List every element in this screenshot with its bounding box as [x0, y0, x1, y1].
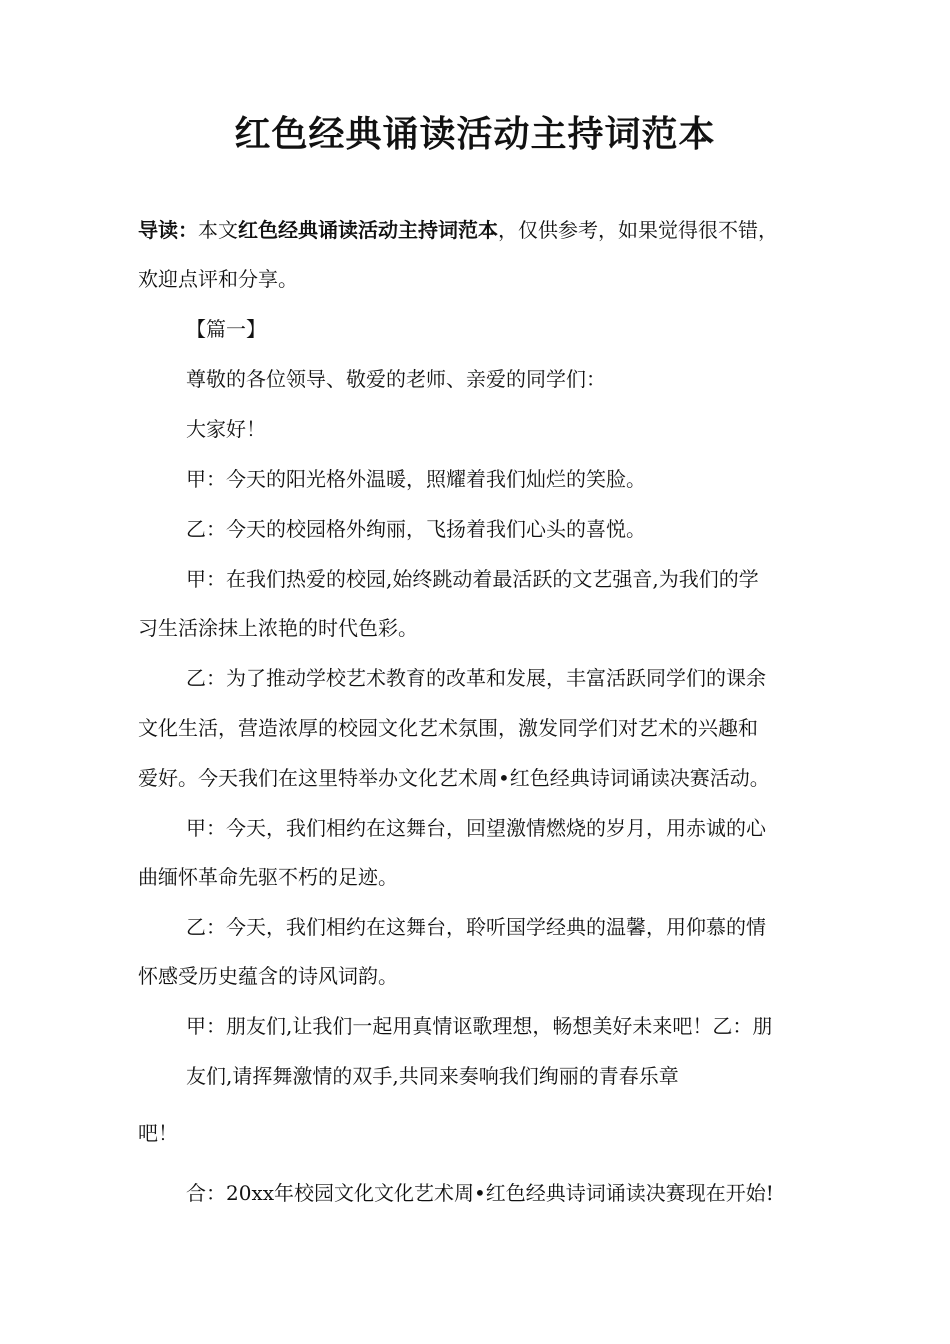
paragraph-line: 乙：为了推动学校艺术教育的改革和发展，丰富活跃同学们的课余 [186, 666, 766, 690]
paragraph-line: 怀感受历史蕴含的诗风词韵。 [138, 964, 398, 988]
paragraph-line: 曲缅怀革命先驱不朽的足迹。 [138, 865, 398, 889]
paragraph-line: 乙：今天，我们相约在这舞台，聆听国学经典的温馨，用仰慕的情 [186, 915, 766, 939]
paragraph-line: 吧！ [138, 1121, 178, 1145]
intro-post: ，仅供参考，如果觉得很不错， [498, 218, 778, 242]
paragraph-line: 甲：朋友们,让我们一起用真情讴歌理想，畅想美好未来吧！乙：朋 [186, 1014, 773, 1038]
paragraph-line: 甲：今天的阳光格外温暖，照耀着我们灿烂的笑脸。 [186, 467, 646, 491]
paragraph-line: 甲：今天，我们相约在这舞台，回望激情燃烧的岁月，用赤诚的心 [186, 816, 766, 840]
intro-bold-title: 红色经典诵读活动主持词范本 [238, 218, 498, 242]
paragraph-line: 尊敬的各位领导、敬爱的老师、亲爱的同学们： [186, 367, 606, 391]
document-title: 红色经典诵读活动主持词范本 [234, 114, 716, 155]
paragraph-line: 爱好。今天我们在这里特举办文化艺术周•红色经典诗词诵读决赛活动。 [138, 766, 770, 790]
paragraph-line: 友们,请挥舞激情的双手,共同来奏响我们绚丽的青春乐章 [186, 1064, 679, 1088]
paragraph-line: 大家好！ [186, 417, 266, 441]
paragraph-line: 甲：在我们热爱的校园,始终跳动着最活跃的文艺强音,为我们的学 [186, 567, 759, 591]
paragraph-line: 文化生活，营造浓厚的校园文化艺术氛围，激发同学们对艺术的兴趣和 [138, 716, 758, 740]
paragraph-line: 习生活涂抹上浓艳的时代色彩。 [138, 616, 418, 640]
paragraph-line: 合：20xx年校园文化文化艺术周•红色经典诗词诵读决赛现在开始! [186, 1181, 774, 1205]
intro-line-2: 欢迎点评和分享。 [138, 267, 298, 291]
paragraph-line: 乙：今天的校园格外绚丽，飞扬着我们心头的喜悦。 [186, 517, 646, 541]
intro-pre: 本文 [198, 218, 238, 242]
section-heading: 【篇一】 [186, 317, 266, 341]
intro-line-1 [138, 215, 778, 245]
intro-label: 导读： [138, 218, 198, 242]
